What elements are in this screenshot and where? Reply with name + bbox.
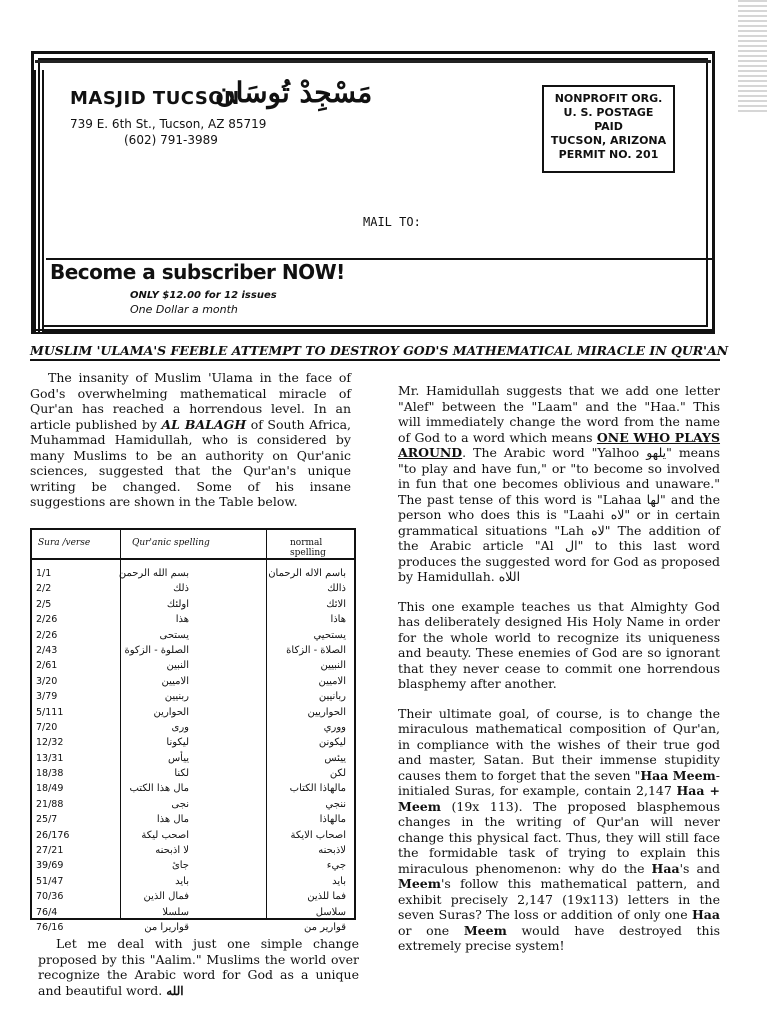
- table-row: [32, 707, 354, 722]
- cell-sura-verse: 7/20: [36, 721, 58, 733]
- spelling-table: [30, 528, 356, 933]
- cell-normal-spelling: باسم الاله الرحمان: [268, 568, 346, 579]
- cell-sura-verse: 1/1: [36, 568, 52, 579]
- body-text: 's follow this mathematical pattern, and exhibit precisely 2,147 (19x113) letters in the seven Suras? The loss or addition of only one: [398, 876, 720, 922]
- cell-sura-verse: 3/20: [36, 675, 58, 687]
- masjid-arabic-name: مَسْجِدْ تُوسَان: [215, 76, 373, 109]
- cell-normal-spelling: لكن: [329, 768, 346, 780]
- body-text: would have destroyed this extremely precise system!: [398, 922, 721, 953]
- cell-normal-spelling: سلاسل: [315, 906, 346, 918]
- cell-quranic-spelling: هذا: [175, 614, 189, 626]
- table-row: [32, 814, 354, 829]
- table-row: [32, 845, 354, 860]
- scan-edge-artifact: [738, 0, 767, 115]
- cell-quranic-spelling: سلسلا: [162, 906, 189, 918]
- cell-quranic-spelling: ربنيين: [164, 691, 189, 703]
- intro-text: The insanity of Muslim 'Ulama in the face of God's overwhelming mathematical miracle of Qur'an has reached a horrendous level. In an article published by: [30, 370, 351, 432]
- cell-quranic-spelling: فمال الذين: [143, 891, 189, 903]
- body-text: or one: [398, 922, 464, 938]
- cell-normal-spelling: ييئس: [324, 752, 346, 764]
- column-header-sura-verse: Sura /verse: [38, 538, 91, 548]
- cell-quranic-spelling: مال هذا الكتب: [129, 783, 189, 795]
- table-row: [32, 599, 354, 614]
- cell-normal-spelling: ليكونن: [318, 737, 346, 749]
- table-row: [32, 614, 354, 629]
- cell-normal-spelling: ذالك: [327, 583, 346, 595]
- cell-normal-spelling: الائك: [326, 598, 346, 610]
- right-paragraph-1: [398, 383, 720, 585]
- cell-sura-verse: 2/26: [36, 614, 58, 626]
- postage-permit-box: [542, 85, 675, 173]
- cell-sura-verse: 2/5: [36, 598, 52, 610]
- source-publication: AL BALAGH: [161, 416, 247, 432]
- table-row: [32, 876, 354, 891]
- cell-normal-spelling: يستحيي: [313, 629, 346, 641]
- cell-normal-spelling: ربانيين: [318, 691, 346, 703]
- cell-sura-verse: 21/88: [36, 798, 64, 810]
- bold-term: Haa Meem: [640, 767, 716, 783]
- table-row: [32, 676, 354, 691]
- cell-quranic-spelling: لا اذبحنه: [155, 845, 189, 857]
- subscribe-price: ONLY $12.00 for 12 issues: [130, 290, 277, 301]
- outro-text: Let me deal with just one simple change proposed by this "Aalim." Muslims the world over recognize the Arabic word for God as a unique and beautiful word.: [38, 936, 359, 998]
- cell-sura-verse: 18/38: [36, 768, 64, 780]
- cell-sura-verse: 12/32: [36, 737, 64, 749]
- bold-term: Haa: [651, 860, 680, 876]
- left-outro-paragraph: [38, 936, 359, 999]
- cell-quranic-spelling: بسم الله الرحمن: [118, 568, 189, 579]
- table-row: [32, 768, 354, 783]
- body-text: Their ultimate goal, of course, is to change the miraculous mathematical composition of Qur'an, in compliance with the wishes of their true god and master, Satan. But their immense stupidity causes them to forget that the seven ": [398, 705, 720, 783]
- cell-normal-spelling: ووري: [323, 721, 346, 733]
- permit-line: NONPROFIT ORG.: [554, 92, 663, 105]
- right-paragraph-3: [398, 706, 720, 954]
- cell-normal-spelling: مالهاذا: [319, 814, 346, 826]
- masjid-address: 739 E. 6th St., Tucson, AZ 85719: [70, 117, 267, 131]
- bold-term: Haa + Meem: [398, 783, 720, 814]
- mailing-bottom-rule: [34, 329, 714, 331]
- cell-normal-spelling: بايد: [332, 875, 346, 887]
- cell-sura-verse: 70/36: [36, 891, 64, 903]
- cell-sura-verse: 2/26: [36, 629, 58, 641]
- permit-line: PAID: [594, 120, 623, 133]
- cell-sura-verse: 25/7: [36, 814, 58, 826]
- cell-sura-verse: 2/2: [36, 583, 52, 595]
- arabic-allah-word: الله: [166, 983, 184, 998]
- cell-sura-verse: 39/69: [36, 860, 64, 872]
- table-row: [32, 630, 354, 645]
- cell-normal-spelling: جيء: [326, 860, 346, 872]
- right-column: [398, 383, 720, 968]
- table-row: [32, 830, 354, 845]
- body-text: . The Arabic word "Yalhoo يلهو" means "to play and have fun," or "to become so involved in fun that one becomes oblivious and unaware." The past tense of this word is "Lahaa لها" and the person who does this is "Laahi لاه" or in certain grammatical situations "Lah لاه" The addition of the Arabic article "Al ال" to this last word produces the suggested word for God as proposed by Hamidullah. اللاه: [398, 445, 720, 584]
- table-row: [32, 691, 354, 706]
- mailing-top-rule: [35, 60, 711, 63]
- subscribe-headline: Become a subscriber NOW!: [50, 260, 345, 284]
- body-text: -initialed Suras, for example, contain 2,147: [398, 767, 720, 798]
- cell-quranic-spelling: ذلك: [173, 583, 189, 595]
- cell-normal-spelling: الحواريين: [307, 706, 346, 718]
- table-row: [32, 907, 354, 922]
- column-header-normal-spelling: normal spelling: [290, 538, 326, 558]
- masjid-name: MASJID TUCSON: [70, 88, 240, 109]
- cell-sura-verse: 2/43: [36, 644, 58, 656]
- bold-term: Haa: [691, 907, 720, 922]
- cell-quranic-spelling: ليكونا: [166, 737, 189, 749]
- table-header: [32, 530, 354, 560]
- cell-quranic-spelling: مال هذا: [156, 814, 189, 826]
- body-text: 's and: [679, 860, 720, 876]
- cell-quranic-spelling: الصلوة - الزكوة: [124, 644, 189, 656]
- column-header-quranic-spelling: Qur'anic spelling: [132, 538, 210, 548]
- table-body: [32, 568, 354, 937]
- bold-term: Meem: [398, 876, 441, 891]
- cell-sura-verse: 27/21: [36, 845, 64, 857]
- headline-underline: [30, 359, 720, 361]
- left-intro-paragraph: [30, 370, 351, 510]
- table-row: [32, 645, 354, 660]
- table-row: [32, 891, 354, 906]
- cell-quranic-spelling: الاميين: [161, 675, 189, 687]
- mail-to-label: MAIL TO:: [363, 215, 421, 229]
- cell-sura-verse: 13/31: [36, 752, 64, 764]
- cell-normal-spelling: هاذا: [330, 614, 346, 626]
- cell-quranic-spelling: قواريرا من: [144, 921, 189, 933]
- cell-sura-verse: 26/176: [36, 829, 70, 841]
- cell-normal-spelling: الصلاة - الزكاة: [286, 644, 346, 656]
- cell-quranic-spelling: نجى: [171, 798, 189, 810]
- mailing-left-bars: [34, 70, 44, 332]
- table-row: [32, 568, 354, 583]
- cell-quranic-spelling: بايد: [175, 875, 189, 887]
- table-row: [32, 660, 354, 675]
- table-row: [32, 753, 354, 768]
- cell-sura-verse: 76/16: [36, 921, 64, 933]
- table-row: [32, 783, 354, 798]
- body-text: Mr. Hamidullah suggests that we add one letter "Alef" between the "Laam" and the "Haa." This will immediately change the word from the name of God to a word which means: [398, 383, 720, 445]
- cell-normal-spelling: لاذبحنه: [318, 845, 346, 857]
- cell-normal-spelling: قوارير من: [303, 921, 346, 933]
- body-text: (19x 113). The proposed blasphemous changes in the writing of Qur'an will never change this physical fact. Thus, they will still face the formidable task of trying to explain this miraculous phenomenon: why do the: [398, 798, 720, 876]
- cell-sura-verse: 2/61: [36, 660, 58, 672]
- cell-quranic-spelling: اصحب ليكة: [141, 829, 189, 841]
- masjid-phone: (602) 791-3989: [124, 133, 218, 147]
- cell-quranic-spelling: ييأس: [167, 752, 189, 764]
- cell-normal-spelling: اصحاب الايكة: [290, 829, 346, 841]
- bold-term: Meem: [463, 922, 507, 938]
- right-paragraph-2: This one example teaches us that Almighty God has deliberately designed His Holy Name in order for the whole world to recognize its uniqueness and beauty. These enemies of God are so ignorant that they never cease to commit one horrendous blasphemy after another.: [398, 598, 720, 691]
- cell-normal-spelling: مالهاذا الكتاب: [289, 783, 346, 795]
- emphasis-phrase: ONE WHO PLAYS AROUND: [398, 429, 721, 460]
- cell-quranic-spelling: جائ: [171, 860, 189, 872]
- permit-line: TUCSON, ARIZONA: [550, 134, 667, 147]
- subscribe-monthly: One Dollar a month: [130, 303, 238, 316]
- intro-text: of South Africa, Muhammad Hamidullah, who is considered by many Muslims to be an authority on Qur'anic sciences, suggested that the Qur'an's unique writing be changed. Some of his insane suggestions are shown in the Table below.: [30, 416, 351, 509]
- cell-sura-verse: 5/111: [36, 706, 64, 718]
- cell-normal-spelling: ننجي: [325, 798, 346, 810]
- cell-sura-verse: 51/47: [36, 875, 64, 887]
- cell-normal-spelling: فما للذين: [307, 891, 346, 903]
- cell-sura-verse: 18/49: [36, 783, 64, 795]
- cell-normal-spelling: النبيين: [320, 660, 346, 672]
- cell-quranic-spelling: لكنا: [174, 768, 189, 780]
- table-row: [32, 737, 354, 752]
- cell-sura-verse: 76/4: [36, 906, 58, 918]
- cell-quranic-spelling: اولئك: [166, 598, 189, 610]
- permit-line: U. S. POSTAGE: [563, 106, 654, 119]
- permit-line: PERMIT NO. 201: [558, 148, 659, 161]
- table-row: [32, 799, 354, 814]
- table-row: [32, 722, 354, 737]
- cell-quranic-spelling: الحوارين: [153, 706, 189, 718]
- table-row: [32, 583, 354, 598]
- table-row: [32, 860, 354, 875]
- cell-quranic-spelling: يستحى: [159, 629, 189, 641]
- cell-sura-verse: 3/79: [36, 691, 58, 703]
- cell-quranic-spelling: النبين: [166, 660, 189, 672]
- cell-quranic-spelling: ورى: [171, 721, 189, 733]
- cell-normal-spelling: الاميين: [318, 675, 346, 687]
- article-headline: MUSLIM 'ULAMA'S FEEBLE ATTEMPT TO DESTROY GOD'S MATHEMATICAL MIRACLE IN QUR'AN: [30, 343, 729, 358]
